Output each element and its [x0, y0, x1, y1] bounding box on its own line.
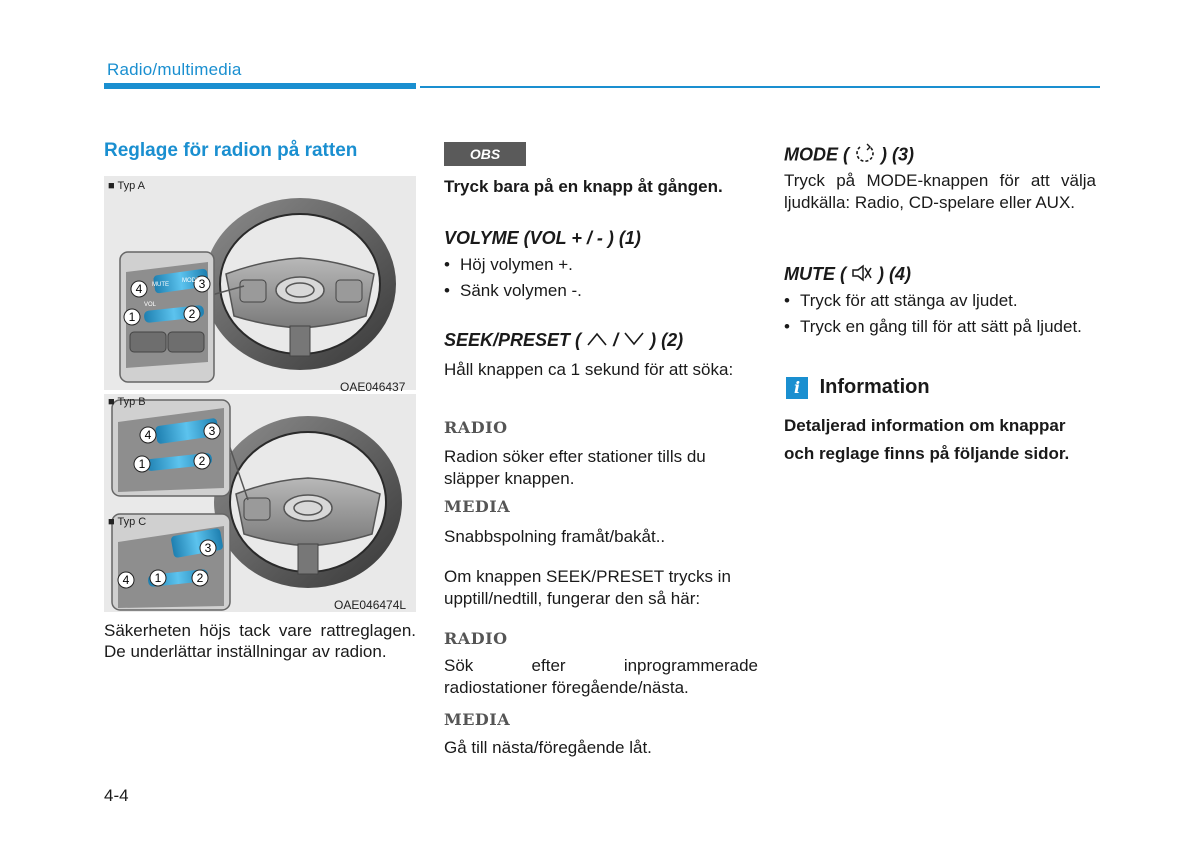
svg-text:4: 4: [135, 282, 143, 296]
page-number: 4-4: [104, 786, 129, 805]
svg-text:3: 3: [204, 541, 212, 555]
figure-label-type-a: ■ Typ A: [108, 180, 146, 192]
callout-1-b: [134, 456, 150, 472]
callout-4-a: [131, 281, 147, 297]
press-text: Om knappen SEEK/PRESET trycks in upptill/nedtill, fungerar den så här:: [444, 567, 731, 608]
svg-text:1: 1: [154, 571, 162, 585]
svg-text:4: 4: [144, 428, 152, 442]
svg-text:3: 3: [198, 277, 206, 291]
svg-text:3: 3: [208, 424, 216, 438]
mute-list: [784, 290, 1096, 338]
figure-code-1: OAE046437: [340, 380, 406, 394]
seek-hold-text: Håll knappen ca 1 sekund för att söka:: [444, 360, 734, 379]
header-rule-thin: [420, 86, 1100, 88]
media-text-1: Snabbspolning framåt/bakåt..: [444, 527, 666, 546]
info-text: Detaljerad information om knappar och reglage finns på följande sidor.: [784, 416, 1070, 463]
section-heading: Reglage för radion på ratten: [104, 140, 358, 161]
info-heading: Information: [819, 376, 930, 399]
svg-text:2: 2: [196, 571, 204, 585]
list-item: • Sänk volymen -.: [444, 280, 760, 302]
callout-2-c: [192, 570, 208, 586]
radio-text-2: Sök efter inprogrammerade radiostationer föregående/nästa.: [444, 656, 758, 697]
list-item: • Höj volymen +.: [444, 254, 760, 276]
wheel-type-b: [222, 424, 394, 580]
mode-heading: MODE ( ) (3): [784, 143, 1100, 168]
figure-code-2: OAE046474L: [334, 598, 407, 612]
media-subheading-1: MEDIA: [444, 497, 511, 516]
mute-heading: MUTE ( ) (4): [784, 263, 1100, 287]
button-vol-label: VOL: [144, 302, 157, 308]
radio-subheading-1: RADIO: [444, 418, 508, 437]
obs-note: Tryck bara på en knapp åt gången.: [444, 177, 723, 196]
steering-wheel-illustration: [104, 176, 416, 612]
running-header: Radio/multimedia: [107, 60, 242, 79]
info-heading-row: [786, 376, 930, 399]
figure-label-type-c: ■ Typ C: [108, 516, 147, 528]
svg-text:4: 4: [122, 573, 130, 587]
vol-heading: VOLYME (VOL + / - ) (1): [444, 228, 641, 248]
figure-label-type-b: ■ Typ B: [108, 396, 146, 408]
callout-3-c: [200, 540, 216, 556]
callout-2-a: [184, 306, 200, 322]
wheel-type-a: [212, 206, 388, 362]
header-rule-thick: [104, 83, 416, 89]
figure-caption: Säkerheten höjs tack vare rattreglagen. De underlättar inställningar av radion.: [104, 621, 416, 661]
svg-text:2: 2: [188, 307, 196, 321]
steering-wheel-figure: [104, 176, 416, 612]
callout-1-c: [150, 570, 166, 586]
media-subheading-2: MEDIA: [444, 710, 511, 729]
callout-3-b: [204, 423, 220, 439]
obs-badge: OBS: [444, 142, 526, 166]
chevron-down-icon: [623, 330, 645, 352]
seek-heading: SEEK/PRESET ( / ) (2): [444, 329, 764, 352]
callout-4-b: [140, 427, 156, 443]
vol-list: [444, 254, 760, 302]
button-mute-label: MUTE: [152, 282, 169, 288]
callout-2-b: [194, 453, 210, 469]
mode-cycle-icon: [854, 143, 876, 168]
list-item: • Tryck för att stänga av ljudet.: [784, 290, 1096, 312]
callout-1-a: [124, 309, 140, 325]
media-text-2: Gå till nästa/föregående låt.: [444, 738, 652, 757]
svg-text:1: 1: [138, 457, 146, 471]
chevron-up-icon: [586, 330, 608, 352]
svg-text:2: 2: [198, 454, 206, 468]
svg-text:1: 1: [128, 310, 136, 324]
mute-speaker-icon: [851, 264, 873, 287]
info-icon: i: [786, 377, 808, 399]
radio-text-1: Radion söker efter stationer tills du släpper knappen.: [444, 447, 706, 488]
callout-4-c: [118, 572, 134, 588]
radio-subheading-2: RADIO: [444, 629, 508, 648]
mode-text: Tryck på MODE-knappen för att välja ljudkälla: Radio, CD-spelare eller AUX.: [784, 171, 1096, 212]
list-item: • Tryck en gång till för att sätt på ljudet.: [784, 316, 1096, 338]
button-mode-label: MODE: [182, 278, 200, 284]
